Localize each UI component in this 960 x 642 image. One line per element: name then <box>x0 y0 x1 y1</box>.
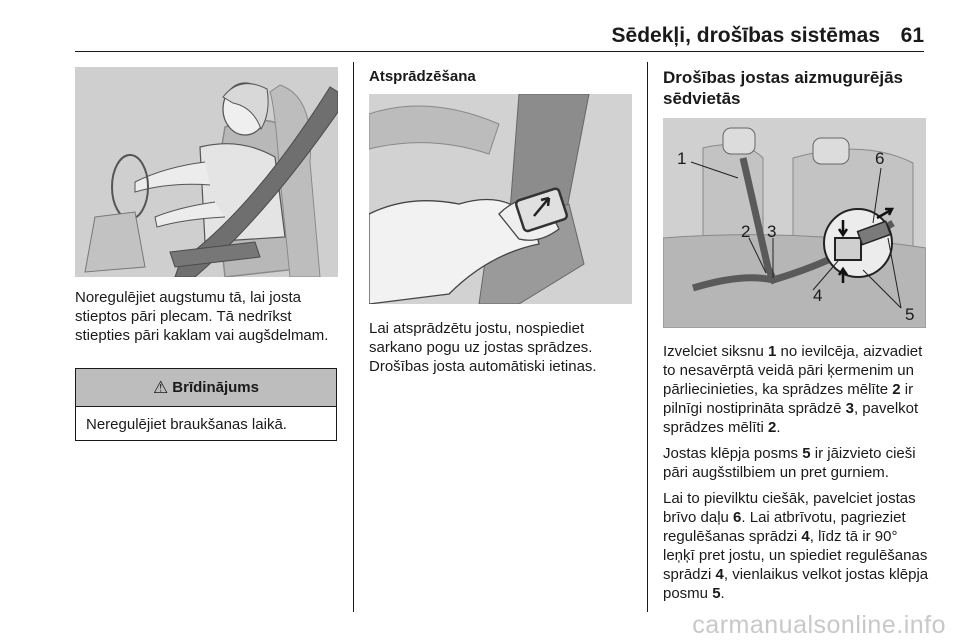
callout-1: 1 <box>677 149 687 168</box>
callout-3: 3 <box>767 222 777 241</box>
page-title: Sēdekļi, drošības sistēmas <box>611 24 880 47</box>
page-number: 61 <box>900 24 924 47</box>
warning-triangle-icon: ⚠ <box>153 377 169 397</box>
paragraph-fasten: Izvelciet siksnu 1 no ievilcēja, aizvadiet to nesavērptā veidā pāri ķermenim un pārliecinieties, ka sprādzes mēlīte 2 ir pilnīgi nostiprināta sprādzē 3, pavelkot sprādzes mēlīti 2. <box>663 343 923 436</box>
height-adjust-paragraph: Noregulējiet augstumu tā, lai josta stieptos pāri plecam. Tā nedrīkst stiepties pāri kaklam vai augšdelmam. <box>75 289 329 344</box>
warning-title: Brīdinājums <box>172 379 259 396</box>
driver-seatbelt-illustration <box>75 67 338 277</box>
rear-seatbelt-heading: Drošības jostas aizmugurējās sēdvietās <box>663 68 903 108</box>
warning-header <box>76 369 336 407</box>
rear-seatbelt-text <box>663 342 931 610</box>
column-divider-1 <box>353 62 354 612</box>
paragraph-lap-section: Jostas klēpja posms 5 ir jāizvieto cieši pāri augšstilbiem un pret gurniem. <box>663 445 916 481</box>
buckle-release-illustration <box>369 94 632 304</box>
callout-4: 4 <box>813 286 823 305</box>
header-divider <box>75 51 924 52</box>
column-divider-2 <box>647 62 648 612</box>
watermark: carmanualsonline.info <box>692 611 946 639</box>
paragraph-tighten: Lai to pievilktu ciešāk, pavelciet jostas brīvo daļu 6. Lai atbrīvotu, pagrieziet regulēšanas sprādzi 4, līdz tā ir 90° leņķī pret jostu, un spiediet regulēšanas sprādzi 4, vienlaikus velkot jostas klēpja posmu 5. <box>663 490 929 602</box>
rear-seatbelt-illustration <box>663 118 926 328</box>
warning-box <box>75 368 337 441</box>
warning-text: Neregulējiet braukšanas laikā. <box>86 416 287 433</box>
callout-2: 2 <box>741 222 751 241</box>
unbuckle-paragraph: Lai atsprādzētu jostu, nospiediet sarkano pogu uz jostas sprādzes. Drošības josta automātiski ietinas. <box>369 320 597 375</box>
callout-5: 5 <box>905 305 915 324</box>
unbuckle-heading: Atsprādzēšana <box>369 68 476 85</box>
callout-6: 6 <box>875 149 885 168</box>
